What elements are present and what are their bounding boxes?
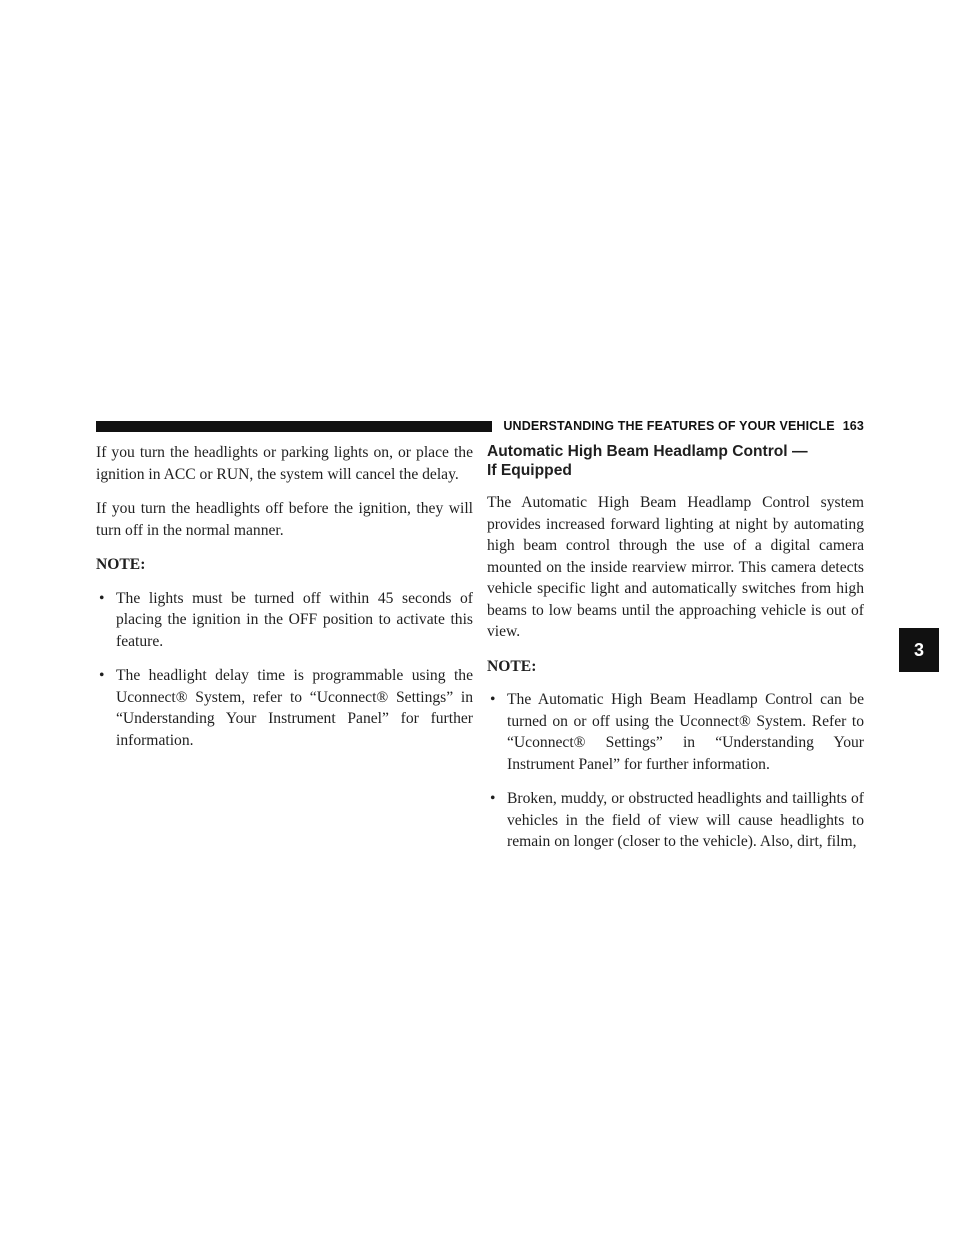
bullet-icon: • [490,691,496,708]
list-item-text: The Automatic High Beam Headlamp Control can be turned on or off using the Uconnect® System. Refer to “Uconnect® Settings” in “Understanding Your Instrument Panel” for further information. [507,691,864,773]
list-item [487,788,864,853]
list-item-text: Broken, muddy, or obstructed headlights and taillights of vehicles in the field of view will cause headlights to remain on longer (closer to the vehicle). Also, dirt, film, [507,790,864,850]
bullet-icon: • [99,667,105,684]
right-column [487,442,864,866]
list-item-text: The headlight delay time is programmable using the Uconnect® System, refer to “Uconnect® Settings” in “Understanding Your Instrument Panel” for further information. [116,667,473,749]
section-title: UNDERSTANDING THE FEATURES OF YOUR VEHICLE [503,419,835,433]
page-number: 163 [842,419,864,433]
paragraph: If you turn the headlights off before the ignition, they will turn off in the normal manner. [96,500,473,539]
list-item [96,665,473,751]
bullet-list [96,588,473,752]
list-item-text: The lights must be turned off within 45 seconds of placing the ignition in the OFF position to activate this feature. [116,589,473,650]
bullet-icon: • [490,790,496,807]
paragraph: If you turn the headlights or parking lights on, or place the ignition in ACC or RUN, the system will cancel the delay. [96,444,473,483]
heading-line: Automatic High Beam Headlamp Control — [487,443,808,460]
chapter-tab: 3 [899,628,939,672]
heading-line: If Equipped [487,462,572,479]
bullet-icon: • [99,589,105,607]
section-heading [487,442,864,480]
note-label: NOTE: [96,556,146,573]
list-item [487,689,864,775]
paragraph: The Automatic High Beam Headlamp Control system provides increased forward lighting at night by automating high beam control through the use of a digital camera mounted on the inside rearview mirror. This camera detects vehicle specific light and automatically switches from high beams to low beams until the approaching vehicle is out of view. [487,494,864,640]
left-column [96,442,473,764]
list-item [96,588,473,653]
header-rule [96,421,492,432]
bullet-list [487,689,864,853]
running-header [503,418,864,434]
note-label: NOTE: [487,657,537,675]
